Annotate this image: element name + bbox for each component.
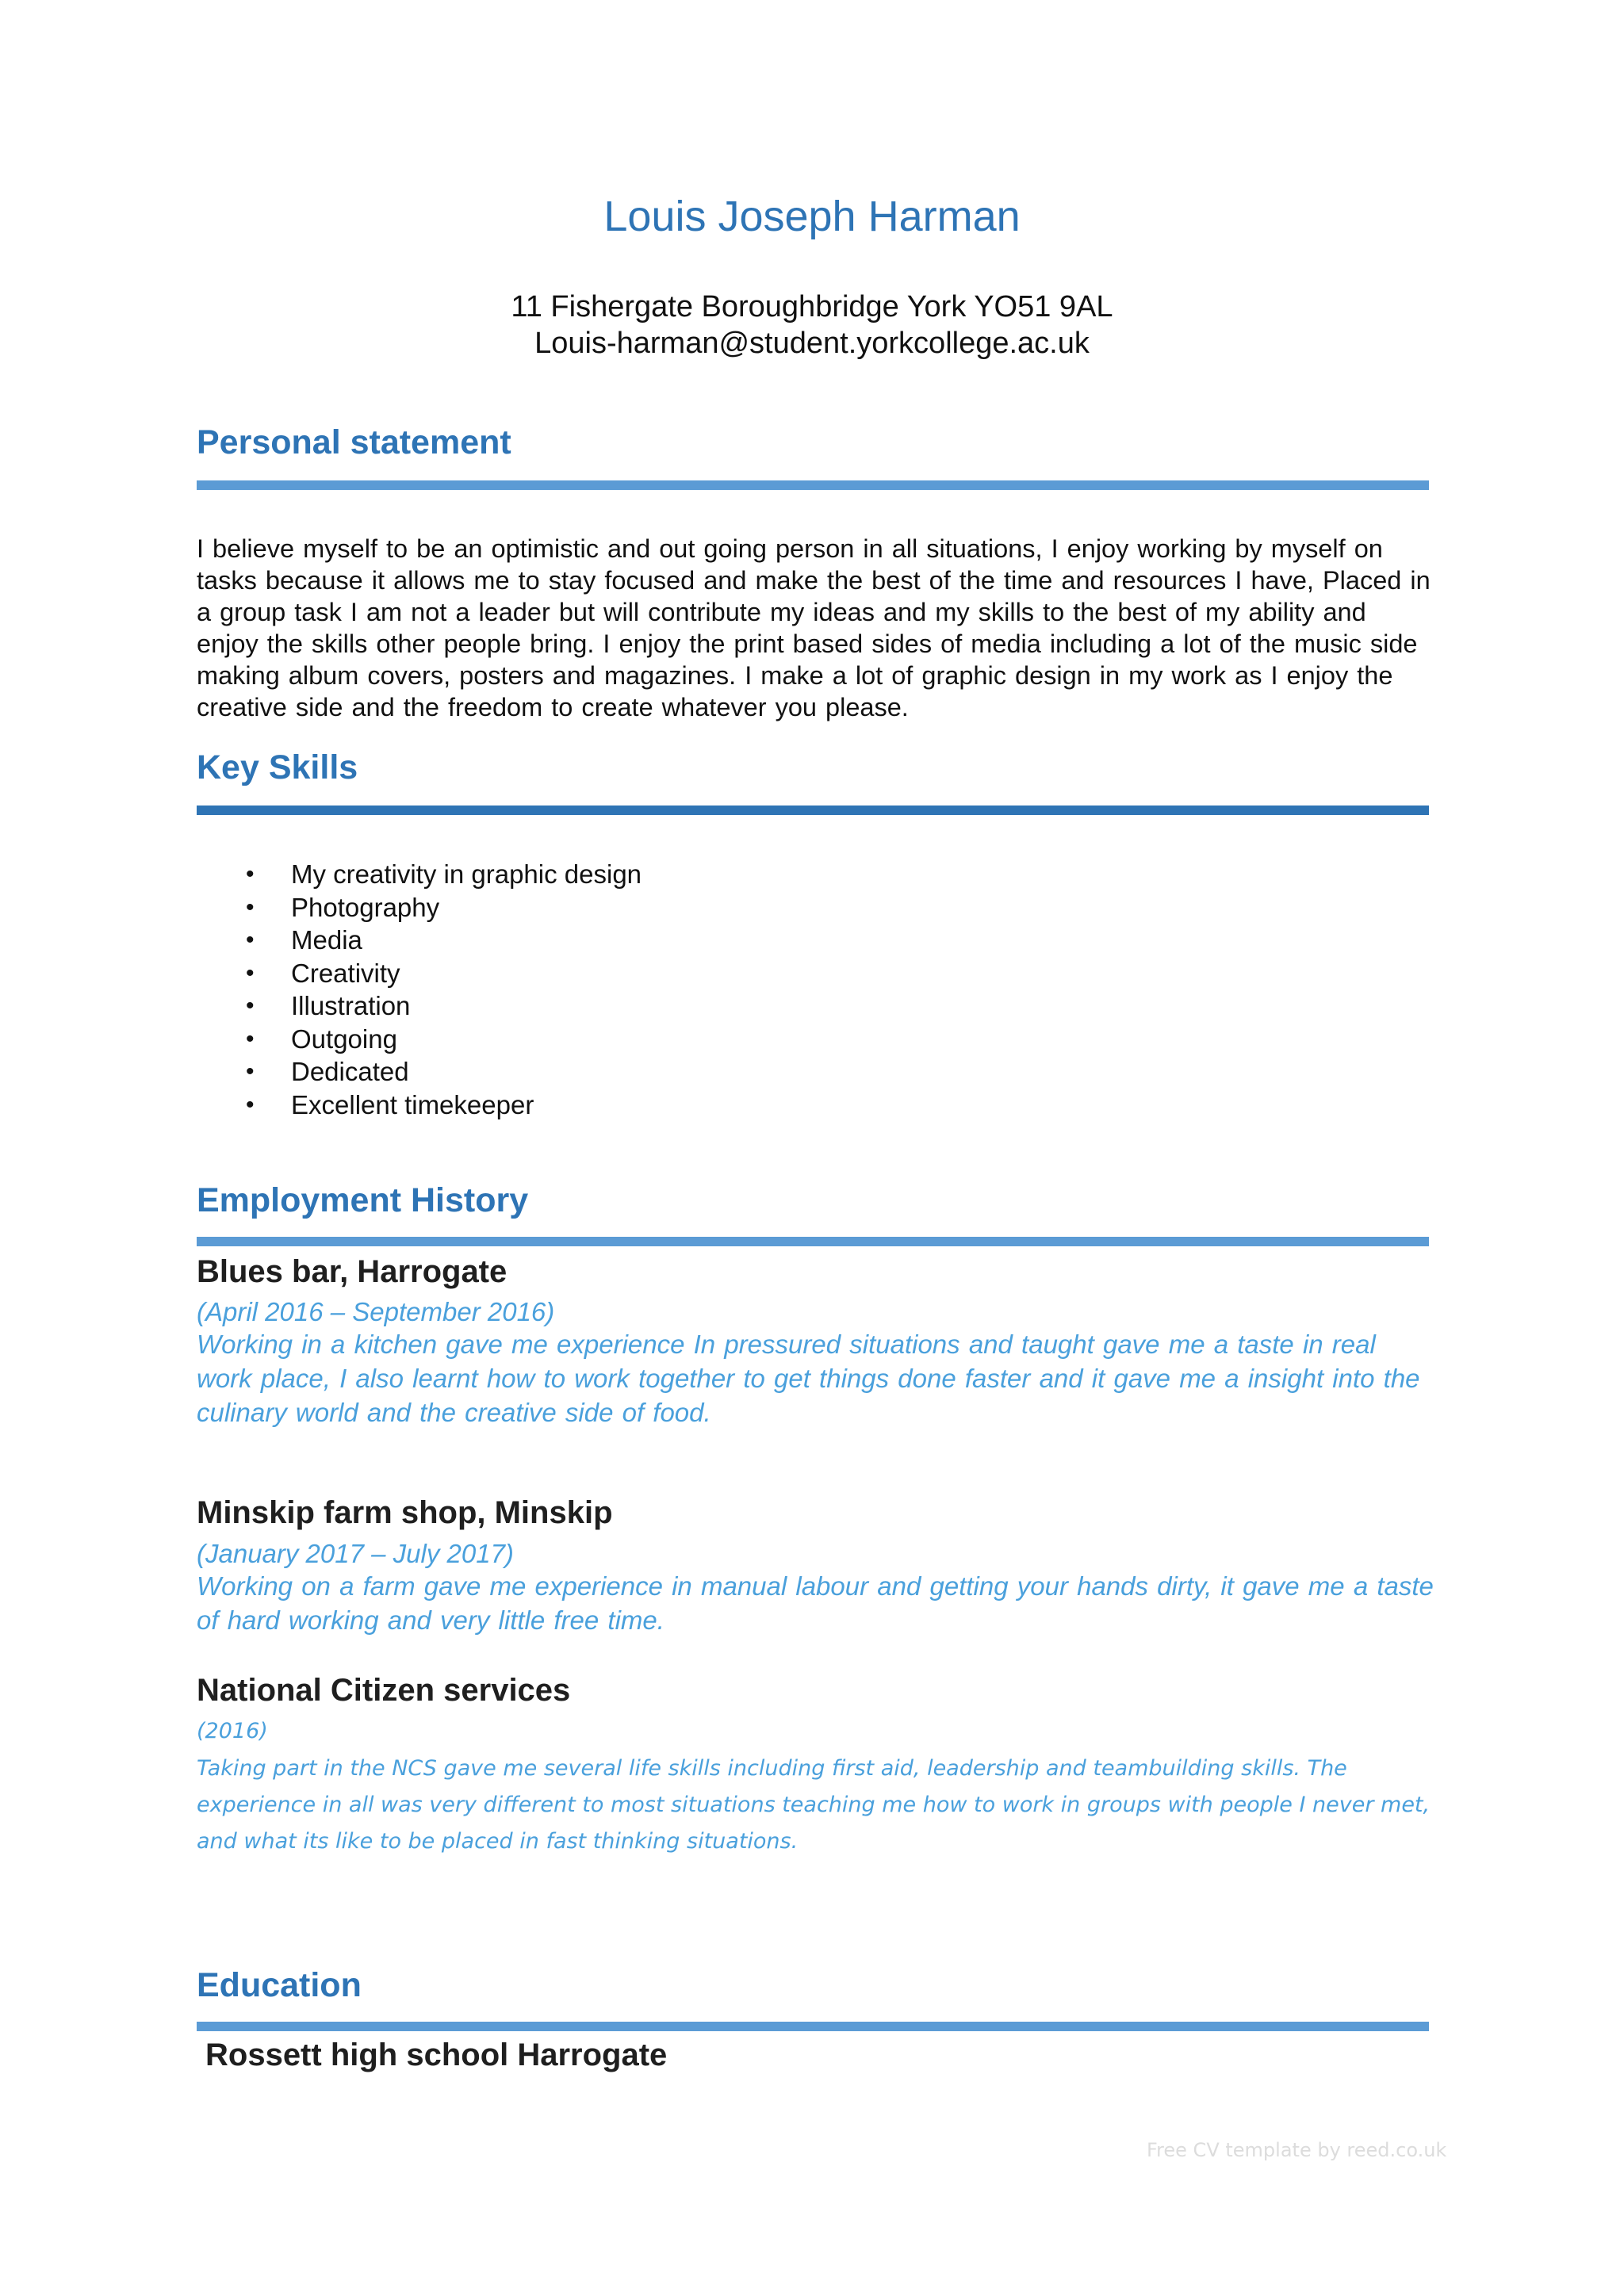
candidate-address: 11 Fishergate Boroughbridge York YO51 9AL — [511, 290, 1113, 323]
school-name: Rossett high school Harrogate — [205, 2038, 668, 2072]
personal-statement-divider — [197, 480, 1429, 490]
skill-item — [197, 957, 642, 990]
bullet-icon: • — [246, 1091, 255, 1118]
job-dates: (January 2017 – July 2017) — [197, 1539, 514, 1568]
skill-label: Dedicated — [291, 1057, 409, 1086]
skill-item — [197, 989, 642, 1023]
candidate-name: Louis Joseph Harman — [603, 193, 1021, 240]
skill-label: Illustration — [291, 991, 411, 1020]
education-heading: Education — [197, 1966, 362, 2004]
bullet-icon: • — [246, 959, 255, 986]
bullet-icon: • — [246, 927, 255, 953]
job-description: Working on a farm gave me experience in manual labour and getting your hands dirty, it gave me a taste of hard working and very little free time. — [197, 1571, 1434, 1635]
skill-item — [197, 924, 642, 957]
bullet-icon: • — [246, 894, 255, 920]
skill-item — [197, 1023, 642, 1056]
personal-statement-heading: Personal statement — [197, 423, 511, 461]
key-skills-heading: Key Skills — [197, 748, 358, 786]
employment-history-heading: Employment History — [197, 1181, 529, 1219]
personal-statement-text: I believe myself to be an optimistic and out going person in all situations, I enjoy working by myself on tasks because it allows me to stay focused and make the best of the time and resources I have, Placed in a group task I am not a leader but will contribute my ideas and my skills to the best of my ability and enjoy the skills other people bring. I enjoy the print based sides of media including a lot of the music side making album covers, posters and magazines. I make a lot of graphic design in my work as I enjoy the creative side and the freedom to create whatever you please. — [197, 534, 1431, 721]
skill-label: Photography — [291, 892, 440, 922]
key-skills-list — [197, 858, 642, 1121]
skill-item — [197, 858, 642, 891]
job-dates: (2016) — [197, 1719, 268, 1743]
skill-label: Creativity — [291, 958, 400, 988]
skill-item — [197, 1055, 642, 1089]
template-credit: Free CV template by reed.co.uk — [1147, 2139, 1447, 2161]
bullet-icon: • — [246, 861, 255, 887]
education-divider — [197, 2022, 1429, 2031]
key-skills-divider — [197, 806, 1429, 815]
skill-item — [197, 1089, 642, 1122]
skill-label: Outgoing — [291, 1024, 397, 1054]
bullet-icon: • — [246, 1025, 255, 1052]
job-description: Taking part in the NCS gave me several life skills including first aid, leadership and teambuilding skills. The experience in all was very different to most situations teaching me how to work in groups with people I never met, and what its like to be placed in fast thinking situations. — [197, 1756, 1431, 1854]
bullet-icon: • — [246, 993, 255, 1019]
skill-label: Media — [291, 925, 362, 955]
job-description: Working in a kitchen gave me experience In pressured situations and taught gave me a taste in real work place, I also learnt how to work together to get things done faster and it gave me a insight into the culinary world and the creative side of food. — [197, 1330, 1420, 1427]
employment-history-divider — [197, 1237, 1429, 1246]
bullet-icon: • — [246, 1058, 255, 1085]
job-title: Blues bar, Harrogate — [197, 1254, 508, 1289]
job-dates: (April 2016 – September 2016) — [197, 1297, 555, 1326]
skill-label: Excellent timekeeper — [291, 1089, 534, 1119]
skill-item — [197, 891, 642, 924]
candidate-email: Louis-harman@student.yorkcollege.ac.uk — [534, 327, 1090, 360]
job-title: National Citizen services — [197, 1673, 571, 1708]
skill-label: My creativity in graphic design — [291, 859, 642, 889]
job-title: Minskip farm shop, Minskip — [197, 1495, 613, 1530]
